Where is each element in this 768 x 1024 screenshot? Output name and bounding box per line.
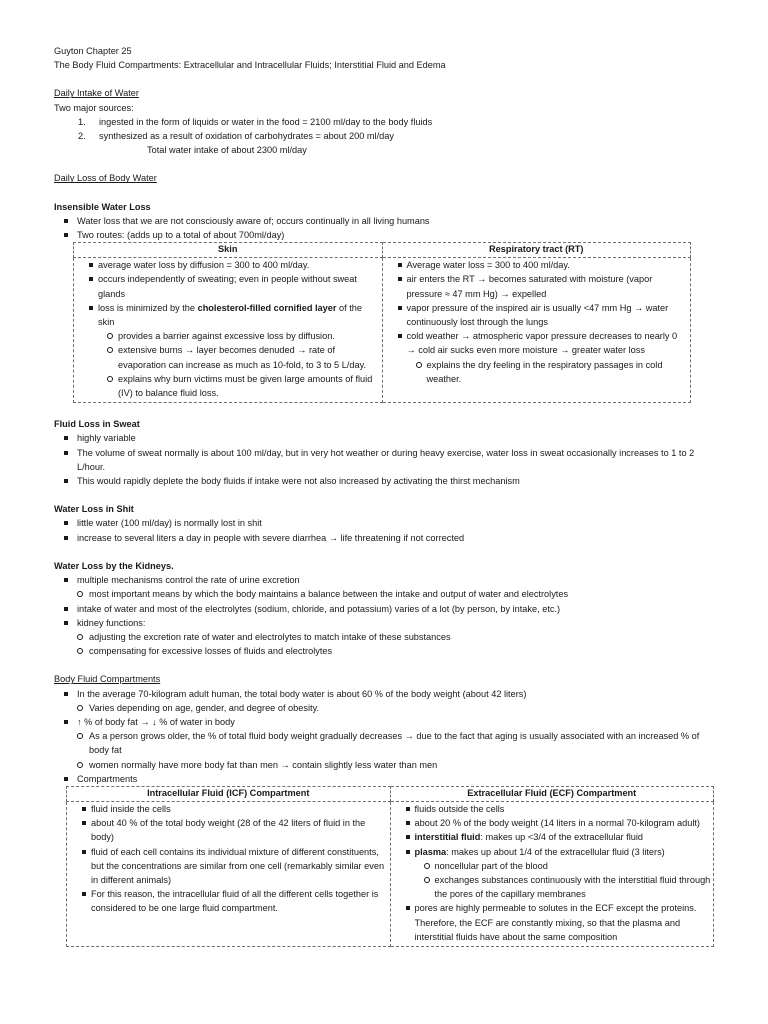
intake-total: Total water intake of about 2300 ml/day [147, 145, 307, 156]
list-item: As a person grows older, the % of total fluid body weight gradually decreases → due to the fact that aging is usually associated with an increased % of body fat [54, 729, 714, 757]
compartments-table [66, 786, 714, 947]
list-item: fluids outside the cells [391, 802, 712, 816]
table-header-skin: Skin [74, 243, 383, 258]
sweat-list [54, 431, 714, 488]
table-header-rt: Respiratory tract (RT) [382, 243, 691, 258]
sweat-heading: Fluid Loss in Sweat [54, 419, 140, 430]
list-item: pores are highly permeable to solutes in the ECF except the proteins. Therefore, the ECF are constantly mixing, so that the plasma and interstitial fluids have about the same composition [391, 901, 712, 944]
shit-heading: Water Loss in Shit [54, 504, 134, 515]
list-item: multiple mechanisms control the rate of urine excretion [54, 573, 714, 587]
list-item: air enters the RT → becomes saturated with moisture (vapor pressure ≈ 47 mm Hg) → expelled [383, 272, 689, 300]
list-item: explains why burn victims must be given large amounts of fluid (IV) to balance fluid loss. [74, 372, 380, 400]
list-item: Average water loss = 300 to 400 ml/day. [383, 258, 689, 272]
table-header-icf: Intracellular Fluid (ICF) Compartment [67, 786, 391, 801]
list-item: average water loss by diffusion = 300 to 400 ml/day. [74, 258, 380, 272]
list-item: Two routes: (adds up to a total of about 700ml/day) [54, 228, 714, 242]
list-item: intake of water and most of the electrolytes (sodium, chloride, and potassium) varies of a lot (by person, by intake, etc.) [54, 602, 714, 616]
skin-cell [74, 258, 383, 403]
list-item: cold weather → atmospheric vapor pressure decreases to nearly 0 → cold air sucks even more moisture → greater water loss [383, 329, 689, 357]
insensible-table [73, 242, 691, 403]
list-item: In the average 70-kilogram adult human, the total body water is about 60 % of the body weight (about 42 liters) [54, 687, 714, 701]
list-item: about 40 % of the total body weight (28 of the 42 liters of fluid in the body) [67, 816, 388, 844]
list-item: exchanges substances continuously with the interstitial fluid through the pores of the capillary membranes [391, 873, 712, 901]
list-item: adjusting the excretion rate of water and electrolytes to match intake of these substances [54, 630, 714, 644]
list-item: occurs independently of sweating; even in people without sweat glands [74, 272, 380, 300]
icf-cell [67, 801, 391, 946]
document-page [54, 44, 714, 947]
list-item: vapor pressure of the inspired air is usually <47 mm Hg → water continuously lost through the lungs [383, 301, 689, 329]
table-header-ecf: Extracellular Fluid (ECF) Compartment [390, 786, 714, 801]
list-item: This would rapidly deplete the body fluids if intake were not also increased by activating the thirst mechanism [54, 474, 714, 488]
kidneys-list [54, 573, 714, 587]
list-item: highly variable [54, 431, 714, 445]
list-item: most important means by which the body maintains a balance between the intake and output of water and electrolytes [54, 587, 714, 601]
list-item: interstitial fluid: makes up <3/4 of the extracellular fluid [391, 830, 712, 844]
list-item: Compartments [54, 772, 714, 786]
loss-heading: Daily Loss of Body Water [54, 173, 157, 184]
list-item: about 20 % of the body weight (14 liters in a normal 70-kilogram adult) [391, 816, 712, 830]
list-item: fluid of each cell contains its individual mixture of different constituents, but the concentrations are similar from one cell (remarkably similar even in different animals) [67, 845, 388, 888]
list-item: 2. synthesized as a result of oxidation of carbohydrates = about 200 ml/day [78, 131, 394, 142]
list-item: noncellular part of the blood [391, 859, 712, 873]
chapter-label: Guyton Chapter 25 [54, 46, 132, 56]
list-item: increase to several liters a day in people with severe diarrhea → life threatening if not corrected [54, 531, 714, 545]
list-item: extensive burns → layer becomes denuded → rate of evaporation can increase as much as 10-fold, to 3 to 5 L/day. [74, 343, 380, 371]
list-item: plasma: makes up about 1/4 of the extracellular fluid (3 liters) [391, 845, 712, 859]
list-item: loss is minimized by the cholesterol-filled cornified layer of the skin [74, 301, 380, 329]
compartments-list [54, 687, 714, 701]
list-item: For this reason, the intracellular fluid of all the different cells together is considered to be one large fluid compartment. [67, 887, 388, 915]
intake-intro: Two major sources: [54, 102, 134, 113]
list-item: 1. ingested in the form of liquids or water in the food = 2100 ml/day to the body fluids [78, 116, 433, 127]
rt-cell [382, 258, 691, 403]
list-item: fluid inside the cells [67, 802, 388, 816]
ecf-cell [390, 801, 714, 946]
list-item: kidney functions: [54, 616, 714, 630]
intake-list [54, 115, 714, 143]
list-item: little water (100 ml/day) is normally lost in shit [54, 516, 714, 530]
insensible-heading: Insensible Water Loss [54, 201, 151, 212]
kidneys-heading: Water Loss by the Kidneys. [54, 560, 174, 571]
list-item: women normally have more body fat than men → contain slightly less water than men [54, 758, 714, 772]
compartments-heading: Body Fluid Compartments [54, 674, 161, 685]
list-item: provides a barrier against excessive loss by diffusion. [74, 329, 380, 343]
document-title: The Body Fluid Compartments: Extracellular and Intracellular Fluids; Interstitial Fluid and Edema [54, 60, 446, 71]
list-item: explains the dry feeling in the respiratory passages in cold weather. [383, 358, 689, 386]
list-item: compensating for excessive losses of fluids and electrolytes [54, 644, 714, 658]
list-item: The volume of sweat normally is about 100 ml/day, but in very hot weather or during heavy exercise, water loss in sweat occasionally increases to 1 to 2 L/hour. [54, 446, 714, 474]
list-item: Varies depending on age, gender, and degree of obesity. [54, 701, 714, 715]
intake-heading: Daily Intake of Water [54, 88, 139, 99]
list-item: Water loss that we are not consciously aware of; occurs continually in all living humans [54, 214, 714, 228]
insensible-list [54, 214, 714, 242]
list-item: ↑ % of body fat → ↓ % of water in body [54, 715, 714, 729]
shit-list [54, 516, 714, 544]
